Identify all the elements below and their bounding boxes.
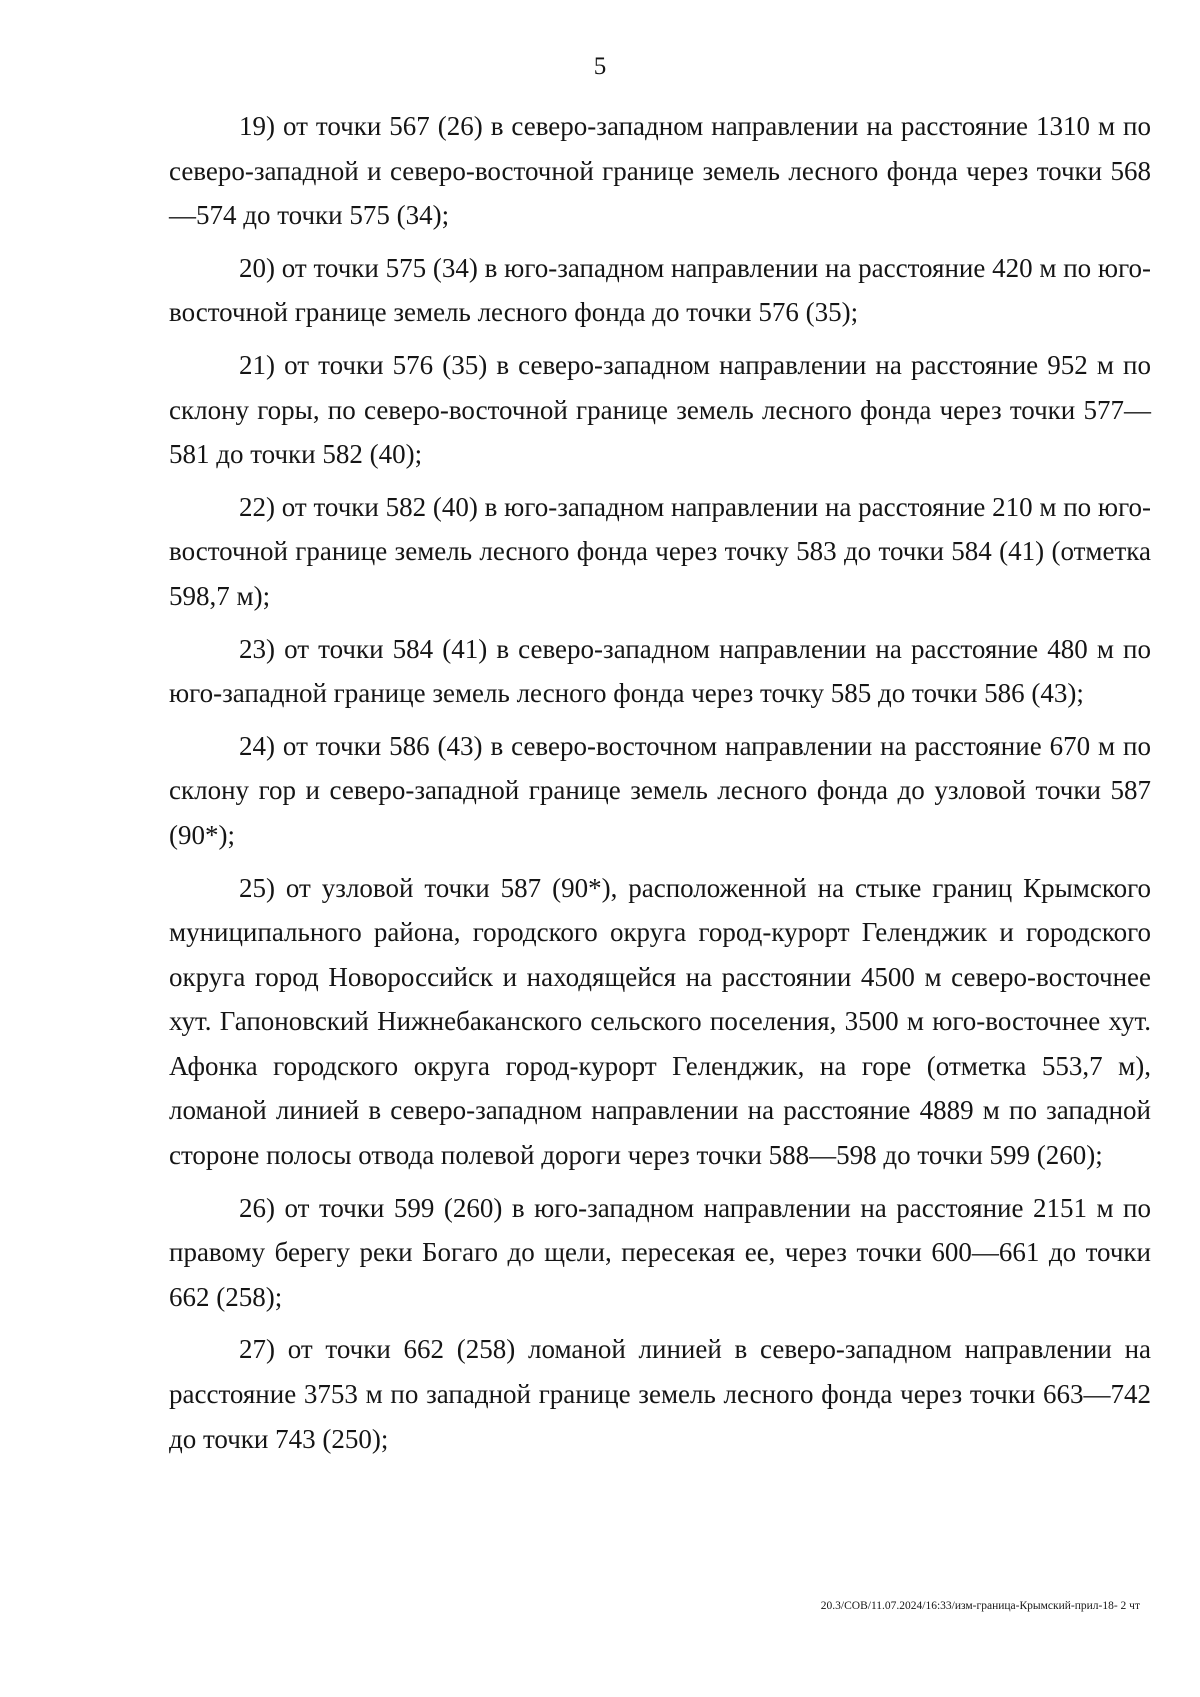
paragraph-20: 20) от точки 575 (34) в юго-западном направлении на расстояние 420 м по юго-восточной границе земель лесного фонда до точки 576 (35); (169, 252, 1151, 328)
paragraph-25: 25) от узловой точки 587 (90*), расположенной на стыке границ Крымского муниципального района, городского округа город-курорт Геленджик и городского округа город Новороссийск и находящейся на расстоянии 4500 м северо-восточнее хут. Гапоновский Нижнебаканского сельского поселения, 3500 м юго-восточнее хут. Афонка городского округа город-курорт Геленджик, на горе (отметка 553,7 м), ломаной линией в северо-западном направлении на расстояние 4889 м по западной стороне полосы отвода полевой дороги через точки 588—598 до точки 599 (260); (169, 872, 1151, 1171)
document-body (169, 104, 1151, 1461)
document-footer-code: 20.3/СОВ/11.07.2024/16:33/изм-граница-Крымский-прил-18- 2 чт (820, 1600, 1140, 1612)
paragraph-27: 27) от точки 662 (258) ломаной линией в северо-западном направлении на расстояние 3753 м по западной границе земель лесного фонда через точки 663—742 до точки 743 (250); (169, 1334, 1151, 1454)
paragraph-22: 22) от точки 582 (40) в юго-западном направлении на расстояние 210 м по юго-восточной границе земель лесного фонда через точку 583 до точки 584 (41) (отметка 598,7 м); (169, 491, 1151, 611)
paragraph-23: 23) от точки 584 (41) в северо-западном направлении на расстояние 480 м по юго-западной границе земель лесного фонда через точку 585 до точки 586 (43); (169, 633, 1151, 709)
paragraph-19: 19) от точки 567 (26) в северо-западном направлении на расстояние 1310 м по северо-западной и северо-восточной границе земель лесного фонда через точки 568—574 до точки 575 (34); (169, 111, 1151, 231)
page-number: 5 (593, 53, 607, 80)
paragraph-26: 26) от точки 599 (260) в юго-западном направлении на расстояние 2151 м по правому берегу реки Богаго до щели, пересекая ее, через точки 600—661 до точки 662 (258); (169, 1192, 1151, 1312)
paragraph-24: 24) от точки 586 (43) в северо-восточном направлении на расстояние 670 м по склону гор и северо-западной границе земель лесного фонда до узловой точки 587 (90*); (169, 730, 1151, 850)
paragraph-21: 21) от точки 576 (35) в северо-западном направлении на расстояние 952 м по склону горы, по северо-восточной границе земель лесного фонда через точки 577—581 до точки 582 (40); (169, 349, 1151, 470)
